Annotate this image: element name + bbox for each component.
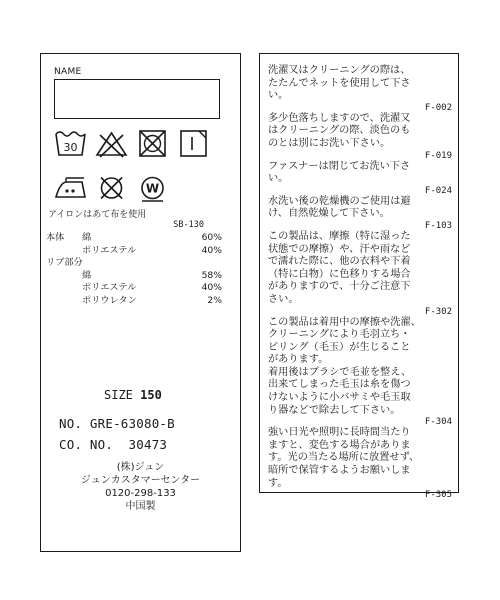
care-symbols (54, 129, 229, 217)
comp-material: ポリエステル (82, 282, 137, 293)
care-line: のとは別にお洗い下さい。 (268, 137, 391, 149)
care-block (268, 113, 452, 161)
care-line: 出来てしまった毛玉は糸を傷つ (268, 379, 411, 391)
svg-text:W: W (145, 181, 160, 196)
comp-percent: 60% (201, 232, 222, 243)
care-code: F-305 (424, 490, 452, 501)
care-line: 水洗い後の乾燥機のご使用は避 (268, 195, 411, 207)
care-line: ファスナーは閉じてお洗い下さ (268, 160, 411, 172)
no-tumble-dry-icon (136, 129, 169, 159)
care-block (268, 161, 452, 196)
care-line: ますと、変色する場合がありま (268, 439, 411, 451)
care-line: 多少色落ちしますので、洗濯又 (268, 112, 411, 124)
care-code: F-019 (424, 150, 452, 161)
care-code: F-103 (424, 220, 452, 231)
care-line: はクリーニングの際、淡色のも (268, 125, 411, 137)
care-code: F-024 (424, 185, 452, 196)
care-block (268, 231, 452, 317)
no-bleach-icon (95, 129, 128, 159)
care-line: たたんでネットを使用して下さ (268, 77, 411, 89)
composition-table (46, 232, 222, 307)
sb-code: SB-130 (173, 220, 204, 230)
comp-percent: 2% (207, 294, 222, 306)
company-info (41, 461, 240, 513)
care-line: けないように小バサミや毛玉取 (268, 392, 411, 404)
country-of-origin: 中国製 (125, 501, 156, 512)
care-line: い。 (268, 173, 289, 185)
care-line: があります。 (268, 354, 329, 366)
care-line: がありますので、十分ご注意下 (268, 281, 411, 293)
care-line: （特に白物）に色移りする場合 (268, 268, 411, 280)
care-line: クリーニングにより毛羽立ち・ (268, 329, 411, 341)
care-line: い。 (268, 90, 289, 102)
comp-percent: 40% (201, 244, 222, 256)
comp-material: ポリエステル (82, 244, 137, 256)
iron-medium-icon (54, 173, 87, 203)
line-dry-icon (177, 129, 210, 159)
care-line: す。光の当たる場所に放置せず、 (268, 452, 420, 464)
wash-temp-text: 30 (63, 141, 78, 154)
care-line: 状態での摩擦）や、汗や雨など (268, 243, 411, 255)
care-line: で濡れた際に、他の衣料や下着 (268, 256, 411, 268)
comp-material: ポリウレタン (82, 294, 137, 306)
iron-note: アイロンはあて布を使用 (48, 210, 147, 220)
comp-part (46, 270, 80, 283)
phone-number: 0120-298-133 (105, 488, 176, 499)
size-value: 150 (140, 388, 162, 402)
right-care-label (259, 53, 459, 501)
composition-row (46, 232, 222, 245)
care-block (268, 65, 452, 113)
care-line: 着用後はブラシで毛並を整え、 (268, 366, 412, 378)
care-code: F-304 (424, 417, 452, 428)
product-number: NO. GRE-63080-B (59, 416, 175, 431)
care-block (268, 196, 452, 231)
name-label: NAME (54, 67, 82, 77)
comp-percent: 40% (201, 282, 222, 293)
left-care-label (40, 53, 241, 552)
composition-row (46, 295, 222, 308)
comp-material: 綿 (82, 269, 92, 281)
size-line (104, 388, 162, 402)
care-line: け、自然乾燥して下さい。 (268, 208, 390, 220)
name-field[interactable] (54, 79, 220, 119)
size-label: SIZE (104, 388, 133, 402)
care-line: 暗所で保管するようお願いしま (268, 465, 411, 477)
care-block (268, 427, 452, 500)
care-block (268, 317, 452, 428)
composition-row (46, 257, 222, 270)
care-line: り器などで除去して下さい。 (268, 404, 401, 416)
comp-percent: 58% (201, 269, 222, 281)
care-line: この製品は、摩擦（特に湿った (268, 230, 411, 242)
color-number: CO. NO. 30473 (59, 437, 168, 452)
company-name: (株)ジュン (116, 462, 165, 473)
no-dry-clean-icon (95, 173, 128, 203)
composition-row (46, 270, 222, 283)
care-line: ピリング（毛玉）が生じること (268, 341, 411, 353)
wash-30-icon (54, 129, 87, 159)
composition-row (46, 245, 222, 258)
composition-row (46, 282, 222, 295)
comp-part: 本体 (46, 232, 65, 243)
care-code: F-002 (424, 102, 452, 113)
wet-clean-icon (136, 173, 169, 203)
comp-part (46, 245, 80, 258)
comp-material: 綿 (82, 232, 92, 243)
comp-part (46, 282, 80, 295)
care-line: 洗濯又はクリーニングの際は、 (268, 65, 411, 76)
care-line: さい。 (268, 293, 299, 305)
comp-part: リブ部分 (46, 257, 83, 268)
care-code: F-302 (424, 306, 452, 317)
care-line: この製品は着用中の摩擦や洗濯、 (268, 316, 421, 328)
care-line: す。 (268, 477, 288, 489)
care-instructions (268, 65, 452, 500)
care-line: 強い日光や照明に長時間当たり (268, 427, 411, 439)
comp-part (46, 295, 80, 308)
customer-center: ジュンカスタマーセンター (80, 475, 201, 486)
